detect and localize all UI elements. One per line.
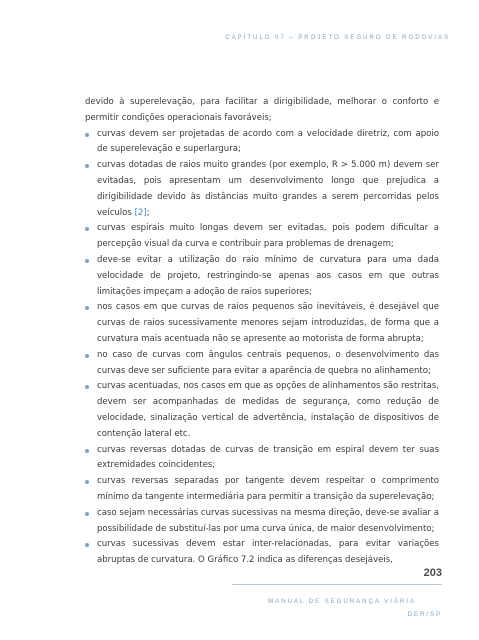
citation-link[interactable]: [2] — [134, 207, 147, 218]
bullet-text: nos casos em que curvas de raios pequenos são inevitáveis, é desejável que curvas de raios sucessivamente menores sejam introduzidas, de forma que a curvatura mais acentuada não se apresente ao motorista de forma abrupta; — [97, 302, 439, 344]
page-number: 203 — [423, 567, 442, 579]
bullet-text: deve-se evitar a utilização do raio mínimo de curvatura para uma dada velocidade de projeto, restringindo-se apenas aos casos em que outras limitações impeçam a adoção de raios superiores; — [97, 254, 439, 297]
bullet-text: curvas devem ser projetadas de acordo com a velocidade diretriz, com apoio de superelevação e superlargura; — [97, 128, 439, 155]
bullet-text: caso sejam necessárias curvas sucessivas na mesma direção, deve-se avaliar a possibilidade de substituí-las por uma curva única, de maior desenvolvimento; — [97, 507, 439, 534]
bullet-text: curvas dotadas de raios muito grandes (por exemplo, R > 5.000 m) devem ser evitadas, pois apresentam um desenvolvimento longo que prejudica a dirigibilidade devido às distâncias muito grandes a serem percorridas pelos veículos — [97, 160, 439, 218]
bullet-dot-icon — [85, 480, 89, 484]
bullet-item — [85, 348, 439, 380]
body-text — [85, 95, 439, 569]
bullet-dot-icon — [85, 449, 89, 453]
bullet-item — [85, 253, 439, 300]
bullet-dot-icon — [85, 543, 89, 547]
bullet-item — [85, 158, 439, 221]
bullet-dot-icon — [85, 259, 89, 263]
bullet-dot-icon — [85, 227, 89, 231]
footer-manual-title: MANUAL DE SEGURANÇA VIÁRIA — [268, 598, 416, 605]
footer-organization: DER/SP — [407, 611, 442, 618]
bullet-text: curvas reversas dotadas de curvas de transição em espiral devem ter suas extremidades coincidentes; — [97, 444, 439, 471]
bullet-dot-icon — [85, 306, 89, 310]
bullet-item — [85, 127, 439, 159]
bullet-item — [85, 474, 439, 506]
bullet-item — [85, 300, 439, 347]
lead-paragraph: devido à superelevação, para facilitar a dirigibilidade, melhorar o conforto e permitir condições operacionais favoráveis; — [85, 97, 439, 123]
bullet-text: curvas sucessivas devem estar inter-relacionadas, para evitar variações abruptas de curvatura. O Gráfico 7.2 indica as diferenças desejáveis, — [97, 539, 439, 566]
bullet-item — [85, 221, 439, 253]
running-head: CAPÍTULO 07 – PROJETO SEGURO DE RODOVIAS — [225, 34, 450, 41]
bullet-dot-icon — [85, 133, 89, 137]
footer-divider — [232, 584, 442, 585]
bullet-item — [85, 506, 439, 538]
bullet-item — [85, 443, 439, 475]
bullet-dot-icon — [85, 164, 89, 168]
bullet-text: curvas espirais muito longas devem ser evitadas, pois podem dificultar a percepção visual da curva e contribuir para problemas de drenagem; — [97, 223, 439, 250]
bullet-text: curvas acentuadas, nos casos em que as opções de alinhamentos são restritas, devem ser acompanhadas de medidas de segurança, como redução de velocidade, sinalização vertical de advertência, instalação de dispositivos de contenção lateral etc. — [97, 381, 439, 439]
bullet-text: no caso de curvas com ângulos centrais pequenos, o desenvolvimento das curvas deve ser suficiente para evitar a aparência de quebra no alinhamento; — [97, 349, 439, 376]
bullet-item — [85, 379, 439, 442]
bullet-text-tail: ; — [146, 207, 150, 218]
bullet-item — [85, 537, 439, 569]
bullet-text: curvas reversas separadas por tangente devem respeitar o comprimento mínimo da tangente intermediária para permitir a transição da superelevação; — [97, 476, 439, 502]
bullet-dot-icon — [85, 385, 89, 389]
bullet-dot-icon — [85, 354, 89, 358]
bullet-dot-icon — [85, 512, 89, 516]
